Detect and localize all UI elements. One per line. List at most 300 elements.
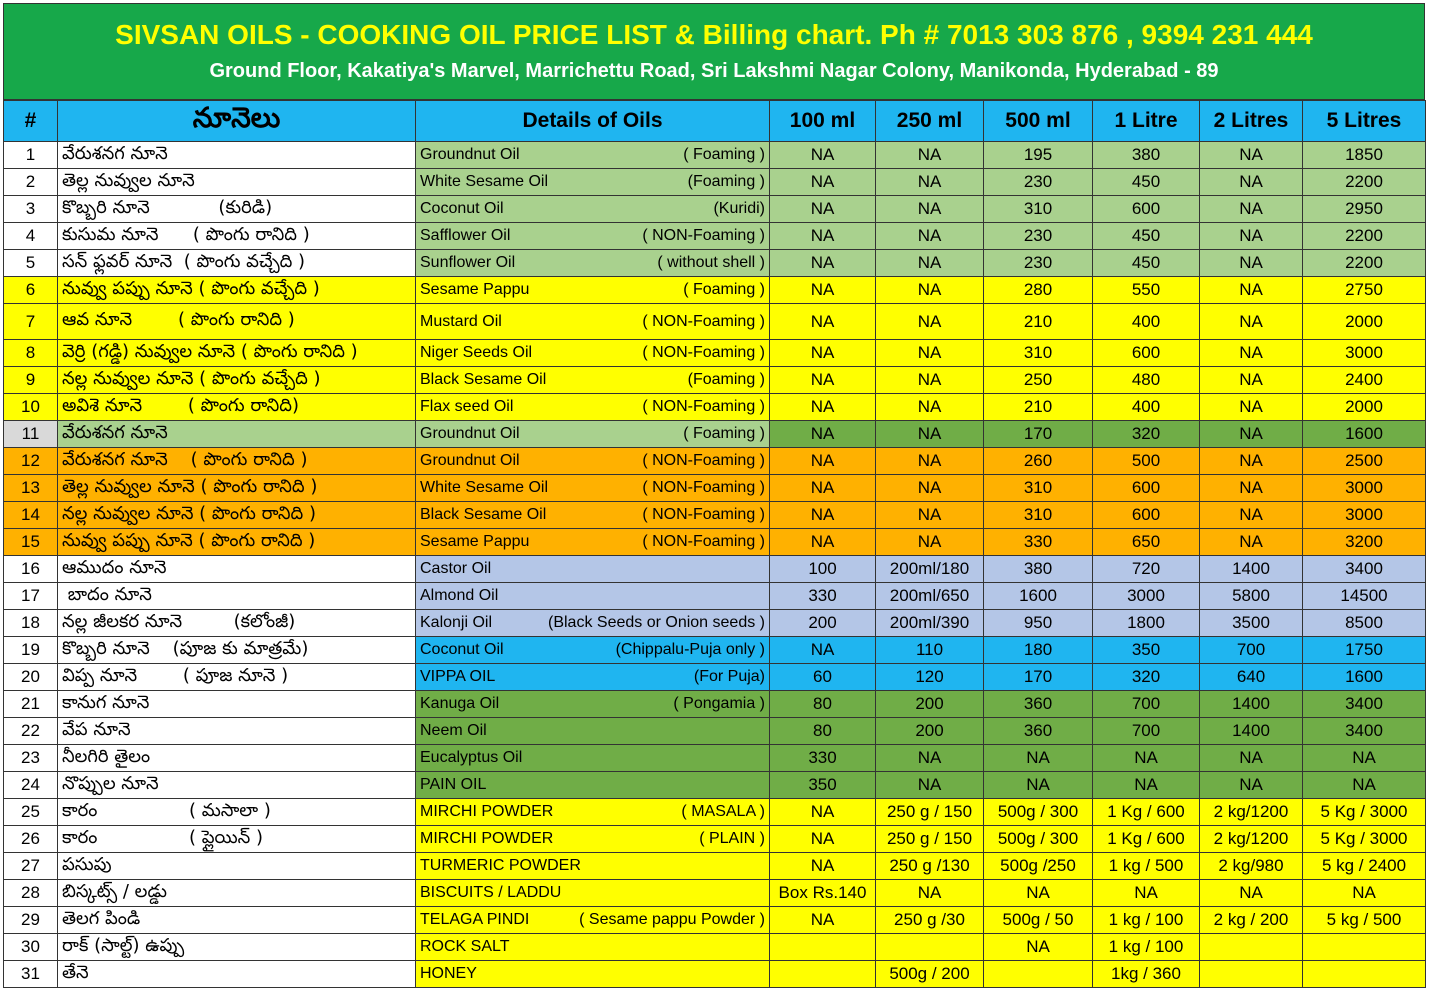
- price-cell: 500g / 300: [984, 799, 1093, 826]
- column-header-row: [4, 101, 1426, 142]
- price-cell: 320: [1093, 664, 1200, 691]
- row-number: 17: [4, 583, 58, 610]
- price-cell: 3000: [1093, 583, 1200, 610]
- price-cell: 450: [1093, 223, 1200, 250]
- row-number: 19: [4, 637, 58, 664]
- price-cell: 500: [1093, 448, 1200, 475]
- price-cell: 180: [984, 637, 1093, 664]
- row-number: 1: [4, 142, 58, 169]
- price-cell: NA: [770, 421, 876, 448]
- table-row: [4, 394, 1426, 421]
- oil-name: Safflower Oil: [420, 227, 511, 244]
- oil-note: ( Foaming ): [683, 425, 765, 442]
- price-cell: 400: [1093, 394, 1200, 421]
- table-row: [4, 277, 1426, 304]
- telugu-name: నల్ల నువ్వుల నూనె ( పొంగు వచ్చేది ): [58, 367, 416, 394]
- oil-note: (Foaming ): [687, 371, 765, 388]
- price-cell: NA: [770, 637, 876, 664]
- telugu-name: కొబ్బరి నూనె (కురిడి): [58, 196, 416, 223]
- telugu-name: రాక్ (సాల్ట్) ఉప్పు: [58, 934, 416, 961]
- row-number: 4: [4, 223, 58, 250]
- table-row: [4, 340, 1426, 367]
- price-cell: NA: [876, 304, 984, 340]
- oil-name: HONEY: [420, 965, 477, 982]
- telugu-name: నొప్పుల నూనె: [58, 772, 416, 799]
- price-cell: 200ml/650: [876, 583, 984, 610]
- price-cell: NA: [1303, 880, 1426, 907]
- table-row: [4, 664, 1426, 691]
- price-cell: 230: [984, 223, 1093, 250]
- oil-details: [416, 169, 770, 196]
- oil-name: Sesame Pappu: [420, 281, 530, 298]
- price-cell: 2950: [1303, 196, 1426, 223]
- price-cell: 1400: [1200, 556, 1303, 583]
- price-cell: NA: [876, 277, 984, 304]
- oil-details: [416, 502, 770, 529]
- price-cell: 1750: [1303, 637, 1426, 664]
- oil-details: [416, 448, 770, 475]
- oil-note: ( NON-Foaming ): [642, 452, 765, 469]
- oil-name: MIRCHI POWDER: [420, 803, 554, 820]
- price-cell: 380: [984, 556, 1093, 583]
- price-cell: 2200: [1303, 223, 1426, 250]
- price-cell: 600: [1093, 340, 1200, 367]
- table-row: [4, 169, 1426, 196]
- oil-details: [416, 142, 770, 169]
- col-100ml: 100 ml: [770, 101, 876, 142]
- telugu-name: నీలగిరి తైలం: [58, 745, 416, 772]
- price-cell: 310: [984, 340, 1093, 367]
- oil-details: [416, 799, 770, 826]
- price-cell: 3400: [1303, 556, 1426, 583]
- price-cell: NA: [770, 826, 876, 853]
- oil-details: [416, 367, 770, 394]
- row-number: 23: [4, 745, 58, 772]
- price-cell: 600: [1093, 475, 1200, 502]
- telugu-name: కొబ్బరి నూనె (పూజ కు మాత్రమే): [58, 637, 416, 664]
- oil-name: White Sesame Oil: [420, 479, 549, 496]
- price-cell: 1 kg / 100: [1093, 934, 1200, 961]
- price-cell: 1 Kg / 600: [1093, 799, 1200, 826]
- price-cell: Box Rs.140: [770, 880, 876, 907]
- table-row: [4, 880, 1426, 907]
- price-cell: 5 Kg / 3000: [1303, 799, 1426, 826]
- price-cell: NA: [770, 394, 876, 421]
- oil-name: Flax seed Oil: [420, 398, 514, 415]
- telugu-name: నువ్వు పప్పు నూనె ( పొంగు వచ్చేది ): [58, 277, 416, 304]
- price-cell: 2 kg/1200: [1200, 826, 1303, 853]
- telugu-name: వెర్రి (గడ్డి) నువ్వుల నూనె ( పొంగు రానిది ): [58, 340, 416, 367]
- price-cell: 170: [984, 664, 1093, 691]
- price-cell: [770, 934, 876, 961]
- price-cell: NA: [770, 277, 876, 304]
- price-cell: NA: [876, 169, 984, 196]
- telugu-name: ఆవ నూనె ( పొంగు రానిది ): [58, 304, 416, 340]
- row-number: 13: [4, 475, 58, 502]
- oil-note: ( Pongamia ): [673, 695, 765, 712]
- price-cell: 1400: [1200, 691, 1303, 718]
- oil-name: ROCK SALT: [420, 938, 510, 955]
- oil-details: [416, 421, 770, 448]
- col-500ml: 500 ml: [984, 101, 1093, 142]
- price-cell: NA: [770, 250, 876, 277]
- table-row: [4, 907, 1426, 934]
- oil-name: Neem Oil: [420, 722, 487, 739]
- price-cell: 170: [984, 421, 1093, 448]
- oil-details: [416, 277, 770, 304]
- oil-details: [416, 691, 770, 718]
- telugu-name: ఆముదం నూనె: [58, 556, 416, 583]
- oil-details: [416, 394, 770, 421]
- telugu-name: తెలగ పిండి: [58, 907, 416, 934]
- telugu-name: కుసుమ నూనె ( పొంగు రానిది ): [58, 223, 416, 250]
- price-cell: 360: [984, 691, 1093, 718]
- price-cell: 1600: [1303, 421, 1426, 448]
- price-cell: 500g / 200: [876, 961, 984, 988]
- price-cell: NA: [876, 340, 984, 367]
- col-5l: 5 Litres: [1303, 101, 1426, 142]
- oil-details: [416, 250, 770, 277]
- price-cell: 320: [1093, 421, 1200, 448]
- price-cell: 310: [984, 502, 1093, 529]
- price-cell: NA: [1200, 772, 1303, 799]
- price-cell: 2000: [1303, 394, 1426, 421]
- price-cell: 3000: [1303, 340, 1426, 367]
- price-cell: 1600: [1303, 664, 1426, 691]
- table-row: [4, 826, 1426, 853]
- col-details: Details of Oils: [416, 101, 770, 142]
- row-number: 25: [4, 799, 58, 826]
- row-number: 28: [4, 880, 58, 907]
- telugu-name: సన్ ఫ్లవర్ నూనె ( పొంగు వచ్చేది ): [58, 250, 416, 277]
- price-cell: 200: [876, 718, 984, 745]
- telugu-name: బిస్కట్స్ / లడ్డు: [58, 880, 416, 907]
- oil-note: (Chippalu-Puja only ): [615, 641, 765, 658]
- price-cell: NA: [770, 853, 876, 880]
- price-cell: 700: [1093, 691, 1200, 718]
- table-row: [4, 421, 1426, 448]
- price-cell: NA: [770, 502, 876, 529]
- row-number: 15: [4, 529, 58, 556]
- price-cell: 80: [770, 691, 876, 718]
- price-cell: 110: [876, 637, 984, 664]
- price-cell: NA: [1200, 475, 1303, 502]
- price-cell: 450: [1093, 250, 1200, 277]
- oil-name: Mustard Oil: [420, 312, 502, 330]
- price-cell: NA: [1200, 250, 1303, 277]
- price-cell: NA: [1200, 394, 1303, 421]
- price-cell: NA: [1200, 340, 1303, 367]
- oil-note: ( without shell ): [657, 254, 765, 271]
- price-cell: NA: [876, 196, 984, 223]
- table-row: [4, 583, 1426, 610]
- oil-note: ( Foaming ): [683, 146, 765, 163]
- row-number: 16: [4, 556, 58, 583]
- price-cell: 1400: [1200, 718, 1303, 745]
- price-cell: 1800: [1093, 610, 1200, 637]
- price-cell: 3000: [1303, 475, 1426, 502]
- price-cell: 480: [1093, 367, 1200, 394]
- table-row: [4, 799, 1426, 826]
- price-cell: 2 kg / 200: [1200, 907, 1303, 934]
- oil-name: Groundnut Oil: [420, 146, 520, 163]
- price-cell: NA: [770, 223, 876, 250]
- price-cell: NA: [770, 304, 876, 340]
- price-cell: NA: [1200, 529, 1303, 556]
- price-cell: NA: [1200, 745, 1303, 772]
- row-number: 6: [4, 277, 58, 304]
- oil-note: ( Sesame pappu Powder ): [579, 911, 765, 928]
- telugu-name: వేప నూనె: [58, 718, 416, 745]
- oil-name: VIPPA OIL: [420, 668, 496, 685]
- price-cell: 8500: [1303, 610, 1426, 637]
- oil-details: [416, 556, 770, 583]
- price-cell: NA: [770, 340, 876, 367]
- price-cell: 2750: [1303, 277, 1426, 304]
- price-cell: 640: [1200, 664, 1303, 691]
- price-cell: NA: [876, 502, 984, 529]
- price-cell: 1850: [1303, 142, 1426, 169]
- row-number: 26: [4, 826, 58, 853]
- price-cell: NA: [770, 367, 876, 394]
- price-cell: 260: [984, 448, 1093, 475]
- price-cell: 3200: [1303, 529, 1426, 556]
- shop-address: Ground Floor, Kakatiya's Marvel, Marrichettu Road, Sri Lakshmi Nagar Colony, Manikonda, Hyderabad - 89: [209, 60, 1219, 82]
- price-cell: 500g / 50: [984, 907, 1093, 934]
- table-row: [4, 304, 1426, 340]
- price-cell: 280: [984, 277, 1093, 304]
- oil-name: Kanuga Oil: [420, 695, 500, 712]
- price-cell: NA: [1200, 880, 1303, 907]
- price-cell: 360: [984, 718, 1093, 745]
- col-telugu-name: నూనెలు: [58, 101, 416, 142]
- oil-name: Coconut Oil: [420, 200, 504, 217]
- telugu-name: తెల్ల నువ్వుల నూనె: [58, 169, 416, 196]
- price-cell: 3500: [1200, 610, 1303, 637]
- price-cell: NA: [876, 448, 984, 475]
- price-cell: NA: [770, 142, 876, 169]
- oil-note: ( NON-Foaming ): [642, 506, 765, 523]
- oil-details: [416, 529, 770, 556]
- table-row: [4, 529, 1426, 556]
- row-number: 21: [4, 691, 58, 718]
- price-cell: 2400: [1303, 367, 1426, 394]
- price-cell: 2200: [1303, 250, 1426, 277]
- oil-name: BISCUITS / LADDU: [420, 884, 562, 901]
- price-cell: 1kg / 360: [1093, 961, 1200, 988]
- price-cell: NA: [1200, 169, 1303, 196]
- oil-note: (For Puja): [693, 668, 765, 685]
- oil-details: [416, 718, 770, 745]
- price-cell: 2 kg/980: [1200, 853, 1303, 880]
- telugu-name: పసుపు: [58, 853, 416, 880]
- price-cell: 230: [984, 250, 1093, 277]
- oil-note: ( NON-Foaming ): [642, 533, 765, 550]
- col-2l: 2 Litres: [1200, 101, 1303, 142]
- price-cell: [1303, 961, 1426, 988]
- oil-details: [416, 907, 770, 934]
- price-cell: 210: [984, 394, 1093, 421]
- oil-name: Kalonji Oil: [420, 614, 493, 631]
- price-cell: NA: [770, 799, 876, 826]
- price-cell: 5 kg / 2400: [1303, 853, 1426, 880]
- price-cell: NA: [770, 475, 876, 502]
- price-cell: NA: [1200, 448, 1303, 475]
- telugu-name: విప్ప నూనె ( పూజ నూనె ): [58, 664, 416, 691]
- price-cell: 380: [1093, 142, 1200, 169]
- price-cell: 310: [984, 196, 1093, 223]
- row-number: 24: [4, 772, 58, 799]
- oil-name: PAIN OIL: [420, 776, 487, 793]
- price-cell: NA: [1200, 223, 1303, 250]
- table-row: [4, 475, 1426, 502]
- price-cell: 80: [770, 718, 876, 745]
- telugu-name: కానుగ నూనె: [58, 691, 416, 718]
- price-cell: NA: [876, 772, 984, 799]
- oil-details: [416, 196, 770, 223]
- telugu-name: బాదం నూనె: [58, 583, 416, 610]
- oil-details: [416, 304, 770, 340]
- row-number: 8: [4, 340, 58, 367]
- table-row: [4, 934, 1426, 961]
- price-cell: NA: [984, 745, 1093, 772]
- price-cell: 950: [984, 610, 1093, 637]
- price-cell: 250 g / 150: [876, 799, 984, 826]
- table-row: [4, 196, 1426, 223]
- price-table: [3, 100, 1426, 988]
- price-cell: 330: [770, 583, 876, 610]
- price-cell: NA: [1093, 745, 1200, 772]
- oil-name: Groundnut Oil: [420, 425, 520, 442]
- row-number: 27: [4, 853, 58, 880]
- oil-details: [416, 637, 770, 664]
- price-cell: NA: [1200, 421, 1303, 448]
- price-cell: 120: [876, 664, 984, 691]
- price-cell: 330: [984, 529, 1093, 556]
- oil-details: [416, 583, 770, 610]
- oil-name: Sesame Pappu: [420, 533, 530, 550]
- price-cell: 1600: [984, 583, 1093, 610]
- oil-details: [416, 610, 770, 637]
- oil-note: ( Foaming ): [683, 281, 765, 298]
- oil-note: ( MASALA ): [681, 803, 765, 820]
- oil-name: Groundnut Oil: [420, 452, 520, 469]
- row-number: 12: [4, 448, 58, 475]
- price-cell: 350: [1093, 637, 1200, 664]
- oil-note: ( NON-Foaming ): [642, 398, 765, 415]
- row-number: 5: [4, 250, 58, 277]
- price-cell: 250: [984, 367, 1093, 394]
- row-number: 29: [4, 907, 58, 934]
- table-row: [4, 556, 1426, 583]
- col-number: #: [4, 101, 58, 142]
- oil-details: [416, 853, 770, 880]
- price-cell: 200: [876, 691, 984, 718]
- price-cell: 600: [1093, 196, 1200, 223]
- price-cell: 450: [1093, 169, 1200, 196]
- row-number: 11: [4, 421, 58, 448]
- price-cell: 5800: [1200, 583, 1303, 610]
- table-row: [4, 448, 1426, 475]
- table-row: [4, 961, 1426, 988]
- price-cell: [1200, 934, 1303, 961]
- price-cell: NA: [876, 142, 984, 169]
- price-cell: 200ml/180: [876, 556, 984, 583]
- oil-details: [416, 475, 770, 502]
- table-row: [4, 142, 1426, 169]
- header-banner: [3, 3, 1425, 100]
- oil-details: [416, 745, 770, 772]
- price-cell: NA: [770, 529, 876, 556]
- row-number: 18: [4, 610, 58, 637]
- oil-name: MIRCHI POWDER: [420, 830, 554, 847]
- price-cell: 3400: [1303, 718, 1426, 745]
- price-cell: NA: [1200, 142, 1303, 169]
- row-number: 7: [4, 304, 58, 340]
- table-row: [4, 250, 1426, 277]
- oil-note: (Kuridi): [713, 200, 765, 217]
- price-cell: NA: [876, 223, 984, 250]
- row-number: 10: [4, 394, 58, 421]
- price-cell: 250 g / 150: [876, 826, 984, 853]
- oil-name: Almond Oil: [420, 587, 499, 604]
- col-250ml: 250 ml: [876, 101, 984, 142]
- oil-name: Eucalyptus Oil: [420, 749, 523, 766]
- telugu-name: వేరుశనగ నూనె: [58, 421, 416, 448]
- oil-details: [416, 880, 770, 907]
- shop-title: SIVSAN OILS - COOKING OIL PRICE LIST & Billing chart. Ph # 7013 303 876 , 9394 231 444: [115, 19, 1313, 50]
- telugu-name: తెల్ల నువ్వుల నూనె ( పొంగు రానిది ): [58, 475, 416, 502]
- price-cell: NA: [876, 880, 984, 907]
- price-cell: NA: [984, 772, 1093, 799]
- price-cell: NA: [876, 394, 984, 421]
- price-cell: 2000: [1303, 304, 1426, 340]
- price-cell: NA: [876, 529, 984, 556]
- price-cell: 250 g /130: [876, 853, 984, 880]
- telugu-name: కారం ( మసాలా ): [58, 799, 416, 826]
- price-cell: NA: [770, 169, 876, 196]
- table-row: [4, 772, 1426, 799]
- price-cell: NA: [876, 367, 984, 394]
- price-cell: 1 Kg / 600: [1093, 826, 1200, 853]
- row-number: 2: [4, 169, 58, 196]
- price-cell: 200ml/390: [876, 610, 984, 637]
- row-number: 31: [4, 961, 58, 988]
- table-row: [4, 223, 1426, 250]
- telugu-name: నల్ల జీలకర నూనె (కలోంజీ): [58, 610, 416, 637]
- price-cell: 1 kg / 100: [1093, 907, 1200, 934]
- price-cell: NA: [770, 907, 876, 934]
- oil-name: TURMERIC POWDER: [420, 857, 581, 874]
- price-cell: 2200: [1303, 169, 1426, 196]
- price-cell: 3400: [1303, 691, 1426, 718]
- price-cell: NA: [770, 448, 876, 475]
- oil-note: ( NON-Foaming ): [642, 312, 765, 330]
- price-cell: NA: [1200, 277, 1303, 304]
- price-cell: NA: [876, 475, 984, 502]
- price-cell: 3000: [1303, 502, 1426, 529]
- price-cell: 550: [1093, 277, 1200, 304]
- price-cell: 100: [770, 556, 876, 583]
- price-cell: [876, 934, 984, 961]
- telugu-name: కారం ( ప్లైయిన్ ): [58, 826, 416, 853]
- oil-name: Sunflower Oil: [420, 254, 516, 271]
- row-number: 22: [4, 718, 58, 745]
- price-cell: NA: [984, 880, 1093, 907]
- price-cell: 700: [1200, 637, 1303, 664]
- price-cell: NA: [1093, 880, 1200, 907]
- price-cell: NA: [1200, 367, 1303, 394]
